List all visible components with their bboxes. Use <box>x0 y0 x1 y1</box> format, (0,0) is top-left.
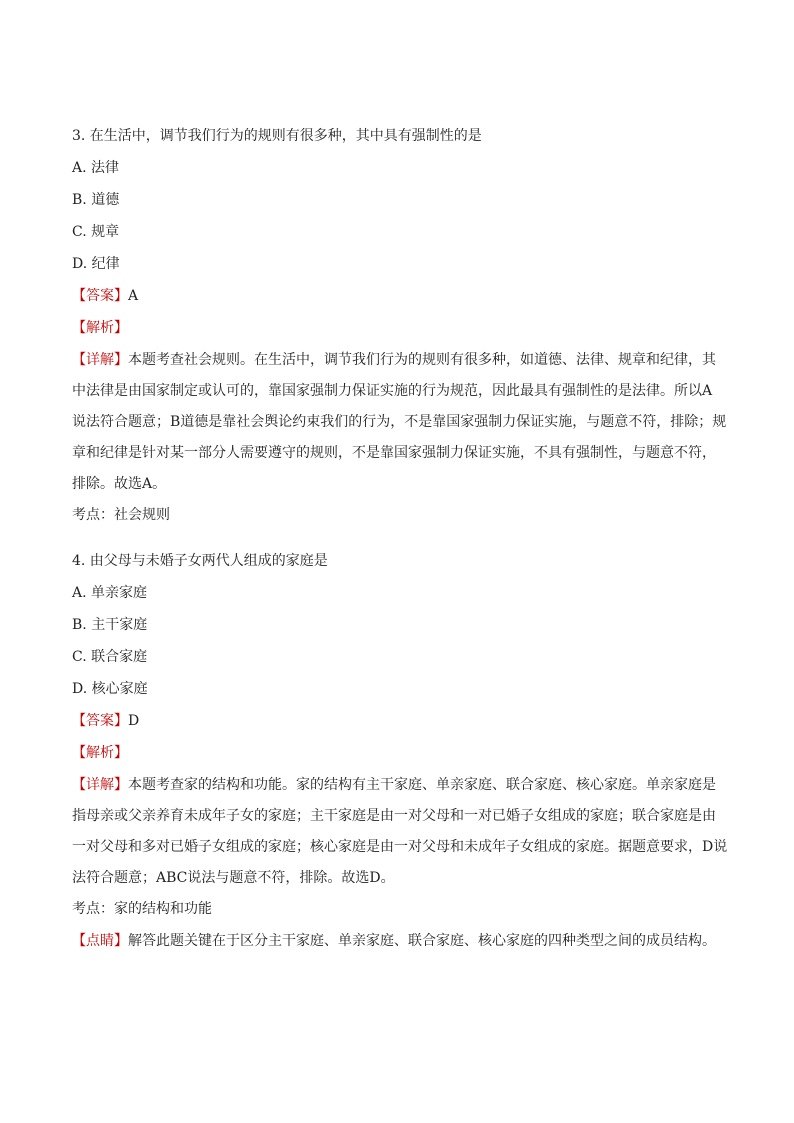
dianjing-line <box>72 931 724 963</box>
question-3 <box>72 126 727 537</box>
answer-line <box>72 711 724 743</box>
detail-tag: 【详解】 <box>72 777 128 793</box>
option-d: D. 纪律 <box>72 256 120 272</box>
dianjing-text: 解答此题关键在于区分主干家庭、单亲家庭、联合家庭、核心家庭的四种类型之间的成员结构。 <box>128 933 716 949</box>
question-4 <box>72 551 728 963</box>
answer-tag: 【答案】 <box>72 713 128 729</box>
detail-paragraph <box>72 775 728 899</box>
detail-tag: 【详解】 <box>72 352 128 368</box>
option-a: A. 单亲家庭 <box>72 585 148 601</box>
detail-text: 中法律是由国家制定或认可的，靠国家强制力保证实施的行为规范，因此最具有强制性的是法律。所以A <box>72 383 713 399</box>
document-page <box>72 126 728 963</box>
option-c: C. 规章 <box>72 224 120 240</box>
question-stem: 4. 由父母与未婚子女两代人组成的家庭是 <box>72 553 328 569</box>
detail-text: 本题考查家的结构和功能。家的结构有主干家庭、单亲家庭、联合家庭、核心家庭。单亲家庭是 <box>128 777 716 793</box>
analysis-line <box>72 743 724 775</box>
kaodian: 考点：家的结构和功能 <box>72 901 212 917</box>
detail-paragraph <box>72 350 727 505</box>
dianjing-tag: 【点睛】 <box>72 933 128 949</box>
detail-text: 排除。故选A。 <box>72 476 167 492</box>
option-b: B. 道德 <box>72 192 120 208</box>
option-d: D. 核心家庭 <box>72 681 148 697</box>
detail-text: 一对父母和多对已婚子女组成的家庭；核心家庭是由一对父母和未成年子女组成的家庭。据题意要求，D说 <box>72 839 728 855</box>
answer-value: D <box>128 713 140 729</box>
option-b: B. 主干家庭 <box>72 617 148 633</box>
question-stem: 3. 在生活中，调节我们行为的规则有很多种，其中具有强制性的是 <box>72 128 482 144</box>
detail-text: 章和纪律是针对某一部分人需要遵守的规则，不是靠国家强制力保证实施，不具有强制性，与题意不符， <box>72 445 716 461</box>
analysis-line <box>72 318 724 350</box>
detail-text: 指母亲或父亲养育未成年子女的家庭；主干家庭是由一对父母和一对已婚子女组成的家庭；联合家庭是由 <box>72 808 716 824</box>
option-a: A. 法律 <box>72 160 120 176</box>
analysis-tag: 【解析】 <box>72 320 128 336</box>
answer-value: A <box>128 288 139 304</box>
analysis-tag: 【解析】 <box>72 745 128 761</box>
answer-line <box>72 286 724 318</box>
kaodian: 考点：社会规则 <box>72 507 170 523</box>
option-c: C. 联合家庭 <box>72 649 148 665</box>
detail-text: 法符合题意；ABC说法与题意不符，排除。故选D。 <box>72 870 395 886</box>
detail-text: 说法符合题意；B道德是靠社会舆论约束我们的行为，不是靠国家强制力保证实施，与题意不符，排除；规 <box>72 414 727 430</box>
answer-tag: 【答案】 <box>72 288 128 304</box>
detail-text: 本题考查社会规则。在生活中，调节我们行为的规则有很多种，如道德、法律、规章和纪律，其 <box>128 352 716 368</box>
